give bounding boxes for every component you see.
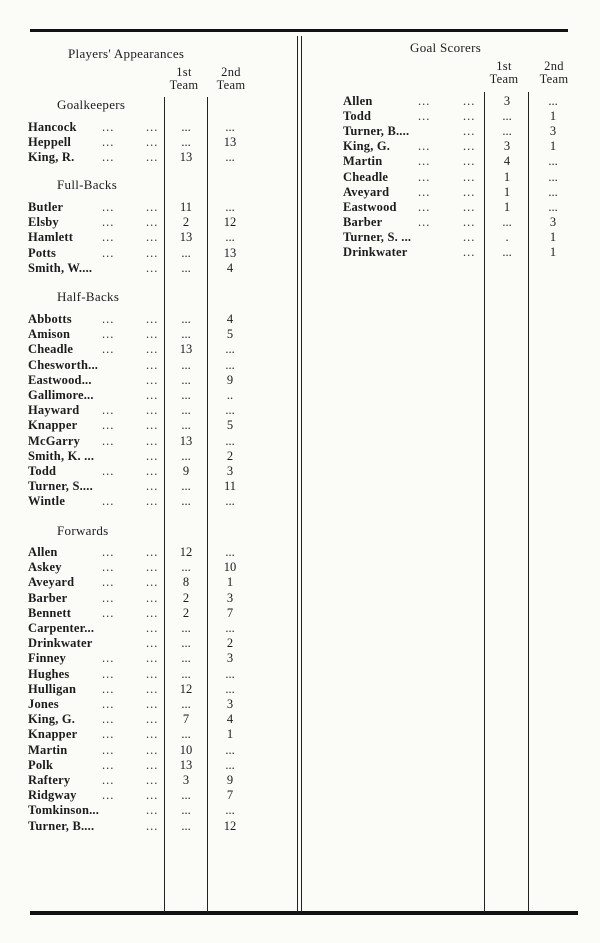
leader-dots: ... <box>146 260 159 275</box>
table-row <box>0 312 600 327</box>
leader-dots: ... <box>146 464 159 478</box>
first-team-value: ... <box>181 403 191 418</box>
second-team-value: 12 <box>223 215 237 230</box>
table-row <box>0 636 600 651</box>
table-row <box>0 403 600 418</box>
leader-dots: ... <box>146 773 159 787</box>
table-row <box>0 479 600 494</box>
table-row <box>0 418 600 433</box>
second-team-value: 12 <box>223 818 237 833</box>
leader-dots: ... <box>463 154 476 169</box>
player-name: Elsby <box>28 215 59 230</box>
table-row <box>0 743 600 758</box>
second-team-value: 5 <box>226 418 234 433</box>
second-team-value: 11 <box>223 479 237 494</box>
leader-dots: ... <box>146 621 159 635</box>
first-team-value: ... <box>181 727 191 742</box>
leader-dots: ... <box>102 464 115 478</box>
leader-dots: ... <box>102 727 115 742</box>
first-team-value: ... <box>181 560 191 575</box>
table-row <box>0 788 600 803</box>
first-team-value: 3 <box>503 139 511 154</box>
table-row <box>0 758 600 773</box>
leader-dots: ... <box>146 150 159 165</box>
first-team-value: ... <box>181 418 191 433</box>
second-team-value: 3 <box>226 464 234 478</box>
first-team-value: 2 <box>182 590 190 605</box>
leader-dots: ... <box>146 560 159 575</box>
leader-dots: ... <box>102 681 115 696</box>
scorers-second-team-header: 2nd Team <box>539 59 569 86</box>
second-team-value: 1 <box>226 727 234 742</box>
first-team-value: ... <box>181 135 191 150</box>
table-row <box>0 575 600 590</box>
scorers-first-team-header: 1st Team <box>489 59 519 86</box>
leader-dots: ... <box>146 727 159 742</box>
leader-dots: ... <box>146 245 159 260</box>
first-team-value: ... <box>181 651 191 666</box>
player-name: Smith, W.... <box>28 260 93 275</box>
player-name: King, G. <box>28 712 76 727</box>
first-team-value: 3 <box>503 94 511 108</box>
first-team-value: ... <box>181 636 191 651</box>
first-team-value: ... <box>181 621 191 635</box>
leader-dots: ... <box>463 94 476 108</box>
leader-dots: ... <box>146 681 159 696</box>
second-team-value: ... <box>225 230 235 245</box>
first-team-value: 7 <box>182 712 190 727</box>
second-team-value: 4 <box>226 712 234 727</box>
player-name: Martin <box>28 742 68 757</box>
leader-dots: ... <box>418 154 431 169</box>
leader-dots: ... <box>102 327 115 342</box>
first-team-value: 13 <box>179 150 193 165</box>
player-name: Aveyard <box>343 184 390 199</box>
player-name: Allen <box>28 545 58 559</box>
player-name: Jones <box>28 697 59 711</box>
leader-dots: ... <box>463 184 476 199</box>
leader-dots: ... <box>418 184 431 199</box>
leader-dots: ... <box>146 636 159 651</box>
player-name: Hulligan <box>28 681 77 696</box>
table-row <box>0 819 600 834</box>
second-team-value: 1 <box>549 245 557 259</box>
leader-dots: ... <box>418 109 431 124</box>
section-heading: Half-Backs <box>57 289 120 304</box>
table-row <box>0 545 600 560</box>
second-team-value: ... <box>548 154 558 169</box>
leader-dots: ... <box>463 199 476 214</box>
player-name: Chesworth... <box>28 357 99 372</box>
player-name: Hughes <box>28 666 70 681</box>
leader-dots: ... <box>102 215 115 230</box>
table-row <box>0 621 600 636</box>
table-row <box>0 434 600 449</box>
second-team-value: 2 <box>226 448 234 463</box>
player-name: Askey <box>28 560 62 575</box>
leader-dots: ... <box>146 788 159 803</box>
second-team-value: ... <box>225 621 235 635</box>
first-team-value: 8 <box>182 575 190 590</box>
first-team-value: ... <box>502 214 512 229</box>
player-name: Todd <box>343 109 372 124</box>
first-team-value: 12 <box>179 545 193 559</box>
second-team-value: 10 <box>223 560 237 575</box>
player-name: Raftery <box>28 773 71 787</box>
table-row <box>0 464 600 479</box>
second-team-value: 3 <box>549 124 557 139</box>
leader-dots: ... <box>146 697 159 711</box>
leader-dots: ... <box>146 200 159 214</box>
player-name: Allen <box>343 94 373 108</box>
player-name: Heppell <box>28 135 72 150</box>
table-row <box>0 373 600 388</box>
player-name: Turner, S.... <box>28 479 93 494</box>
leader-dots: ... <box>146 479 159 494</box>
first-team-value: 4 <box>503 154 511 169</box>
leader-dots: ... <box>102 418 115 433</box>
first-team-value: ... <box>181 494 191 509</box>
first-team-value: ... <box>181 245 191 260</box>
second-team-value: ... <box>225 120 235 134</box>
first-team-value: 2 <box>182 215 190 230</box>
player-name: Todd <box>28 464 57 478</box>
player-name: Gallimore... <box>28 388 94 402</box>
first-team-value: 1 <box>503 199 511 214</box>
leader-dots: ... <box>102 651 115 666</box>
second-team-value: 2 <box>226 636 234 651</box>
second-team-value: ... <box>225 150 235 165</box>
second-team-value: 7 <box>226 788 234 803</box>
player-name: Wintle <box>28 494 66 509</box>
leader-dots: ... <box>418 139 431 154</box>
table-row <box>0 667 600 682</box>
leader-dots: ... <box>146 215 159 230</box>
leader-dots: ... <box>146 742 159 757</box>
leader-dots: ... <box>463 229 476 244</box>
second-team-value: ... <box>225 403 235 418</box>
second-team-value: ... <box>548 94 558 108</box>
leader-dots: ... <box>146 327 159 342</box>
player-name: McGarry <box>28 433 81 448</box>
table-row <box>0 215 600 230</box>
player-name: Abbotts <box>28 312 72 326</box>
player-name: Tomkinson... <box>28 803 100 818</box>
leader-dots: ... <box>463 139 476 154</box>
leader-dots: ... <box>146 803 159 818</box>
player-name: Finney <box>28 651 67 666</box>
first-team-value: 13 <box>179 433 193 448</box>
leader-dots: ... <box>102 135 115 150</box>
second-team-value: 3 <box>226 697 234 711</box>
first-team-value: ... <box>181 260 191 275</box>
table-row <box>0 185 600 200</box>
leader-dots: ... <box>102 590 115 605</box>
second-team-value: 1 <box>226 575 234 590</box>
first-team-value: 1 <box>503 184 511 199</box>
leader-dots: ... <box>146 433 159 448</box>
leader-dots: ... <box>146 342 159 357</box>
player-name: Cheadle <box>343 169 389 184</box>
leader-dots: ... <box>418 169 431 184</box>
leader-dots: ... <box>102 200 115 214</box>
section-heading: Forwards <box>57 523 109 538</box>
table-row <box>0 449 600 464</box>
leader-dots: ... <box>146 666 159 681</box>
first-team-value: 1 <box>503 169 511 184</box>
first-team-value: 13 <box>179 342 193 357</box>
leader-dots: ... <box>146 590 159 605</box>
table-row <box>0 124 600 139</box>
leader-dots: ... <box>463 169 476 184</box>
player-name: Hancock <box>28 120 77 134</box>
first-team-value: . <box>505 229 509 244</box>
leader-dots: ... <box>418 94 431 108</box>
leader-dots: ... <box>102 712 115 727</box>
second-team-value: ... <box>225 342 235 357</box>
first-team-value: 2 <box>182 605 190 620</box>
player-name: Butler <box>28 200 64 214</box>
player-name: Turner, B.... <box>28 818 95 833</box>
second-team-value: 3 <box>549 214 557 229</box>
first-team-value: ... <box>181 818 191 833</box>
second-team-value: 3 <box>226 590 234 605</box>
second-team-value: ... <box>225 803 235 818</box>
player-name: Hayward <box>28 403 80 418</box>
first-team-value: ... <box>181 312 191 326</box>
leader-dots: ... <box>418 199 431 214</box>
player-name: Knapper <box>28 727 78 742</box>
leader-dots: ... <box>146 494 159 509</box>
leader-dots: ... <box>102 494 115 509</box>
leader-dots: ... <box>102 560 115 575</box>
first-team-value: ... <box>181 327 191 342</box>
bottom-rule <box>30 911 578 915</box>
table-row <box>0 682 600 697</box>
second-team-value: ... <box>548 169 558 184</box>
leader-dots: ... <box>146 312 159 326</box>
leader-dots: ... <box>102 245 115 260</box>
player-name: Eastwood <box>343 199 397 214</box>
first-team-value: ... <box>181 388 191 402</box>
leader-dots: ... <box>146 230 159 245</box>
second-team-value: ... <box>225 433 235 448</box>
second-team-value: 13 <box>223 245 237 260</box>
first-team-value: ... <box>181 448 191 463</box>
player-name: Martin <box>343 154 383 169</box>
leader-dots: ... <box>102 575 115 590</box>
player-name: Knapper <box>28 418 78 433</box>
leader-dots: ... <box>146 403 159 418</box>
first-team-value: ... <box>502 124 512 139</box>
player-name: King, R. <box>28 150 75 165</box>
second-team-value: 13 <box>223 135 237 150</box>
table-row <box>0 261 600 276</box>
first-team-value: ... <box>181 120 191 134</box>
goal-scorers-title: Goal Scorers <box>410 40 482 55</box>
table-row <box>0 591 600 606</box>
first-team-value: ... <box>181 697 191 711</box>
second-team-value: ... <box>225 494 235 509</box>
player-name: Drinkwater <box>343 245 408 259</box>
table-row <box>0 388 600 403</box>
second-team-value: 9 <box>226 773 234 787</box>
table-row <box>0 773 600 788</box>
leader-dots: ... <box>146 418 159 433</box>
player-name: Smith, K. ... <box>28 448 95 463</box>
leader-dots: ... <box>418 214 431 229</box>
leader-dots: ... <box>463 245 476 259</box>
first-team-value: ... <box>181 788 191 803</box>
table-row <box>0 606 600 621</box>
table-row <box>0 200 600 215</box>
leader-dots: ... <box>102 312 115 326</box>
leader-dots: ... <box>463 124 476 139</box>
leader-dots: ... <box>102 605 115 620</box>
second-team-value: 3 <box>226 651 234 666</box>
leader-dots: ... <box>102 742 115 757</box>
first-team-value: 12 <box>179 681 193 696</box>
leader-dots: ... <box>102 342 115 357</box>
leader-dots: ... <box>146 757 159 772</box>
table-row <box>0 245 600 260</box>
first-team-value: ... <box>181 803 191 818</box>
second-team-value: 4 <box>226 312 234 326</box>
player-name: Drinkwater <box>28 636 93 651</box>
second-team-value: .. <box>226 388 234 402</box>
leader-dots: ... <box>146 372 159 387</box>
top-rule <box>30 29 568 32</box>
table-row <box>0 109 600 124</box>
leader-dots: ... <box>102 697 115 711</box>
first-team-value: ... <box>181 357 191 372</box>
first-team-value: 13 <box>179 757 193 772</box>
player-name: Carpenter... <box>28 621 95 635</box>
first-team-value: 3 <box>182 773 190 787</box>
first-team-value: ... <box>181 372 191 387</box>
player-name: Bennett <box>28 605 72 620</box>
leader-dots: ... <box>102 773 115 787</box>
first-team-value: 9 <box>182 464 190 478</box>
leader-dots: ... <box>146 135 159 150</box>
second-team-value: ... <box>225 357 235 372</box>
table-row <box>0 139 600 154</box>
table-row <box>0 712 600 727</box>
leader-dots: ... <box>146 712 159 727</box>
player-name: Hamlett <box>28 230 74 245</box>
second-team-value: 1 <box>549 109 557 124</box>
first-team-value: ... <box>181 479 191 494</box>
player-name: Eastwood... <box>28 372 92 387</box>
table-row <box>0 651 600 666</box>
second-team-value: ... <box>225 757 235 772</box>
second-team-value: 7 <box>226 605 234 620</box>
second-team-value: 1 <box>549 229 557 244</box>
second-team-value: 9 <box>226 372 234 387</box>
section-heading: Goalkeepers <box>57 97 126 112</box>
second-team-value: 5 <box>226 327 234 342</box>
table-row <box>0 170 600 185</box>
table-row <box>0 803 600 818</box>
table-row <box>0 342 600 357</box>
leader-dots: ... <box>102 230 115 245</box>
first-team-value: ... <box>181 666 191 681</box>
leader-dots: ... <box>146 818 159 833</box>
player-name: Ridgway <box>28 788 77 803</box>
leader-dots: ... <box>102 120 115 134</box>
player-name: Amison <box>28 327 71 342</box>
table-row <box>0 697 600 712</box>
first-team-value: ... <box>502 245 512 259</box>
first-team-value: 10 <box>179 742 193 757</box>
player-name: Cheadle <box>28 342 74 357</box>
player-name: Barber <box>343 214 383 229</box>
appearances-first-team-header: 1st Team <box>169 65 199 92</box>
leader-dots: ... <box>146 357 159 372</box>
section-heading: Full-Backs <box>57 177 118 192</box>
second-team-value: ... <box>225 545 235 559</box>
second-team-value: ... <box>225 666 235 681</box>
second-team-value: ... <box>225 681 235 696</box>
table-row <box>0 560 600 575</box>
leader-dots: ... <box>463 214 476 229</box>
leader-dots: ... <box>102 403 115 418</box>
table-row <box>0 358 600 373</box>
leader-dots: ... <box>146 388 159 402</box>
second-team-value: ... <box>225 200 235 214</box>
appearances-title: Players' Appearances <box>68 46 185 61</box>
second-team-value: ... <box>548 199 558 214</box>
first-team-value: 11 <box>179 200 193 214</box>
second-team-value: 4 <box>226 260 234 275</box>
player-name: Potts <box>28 245 57 260</box>
player-name: Aveyard <box>28 575 75 590</box>
table-row <box>0 154 600 169</box>
leader-dots: ... <box>102 150 115 165</box>
leader-dots: ... <box>146 651 159 666</box>
leader-dots: ... <box>102 666 115 681</box>
player-name: Turner, B.... <box>343 124 410 139</box>
second-team-value: ... <box>548 184 558 199</box>
leader-dots: ... <box>102 788 115 803</box>
leader-dots: ... <box>102 757 115 772</box>
leader-dots: ... <box>102 545 115 559</box>
leader-dots: ... <box>463 109 476 124</box>
second-team-value: ... <box>225 742 235 757</box>
first-team-value: 13 <box>179 230 193 245</box>
appearances-second-team-header: 2nd Team <box>216 65 246 92</box>
leader-dots: ... <box>146 545 159 559</box>
player-name: Turner, S. ... <box>343 229 412 244</box>
player-name: Polk <box>28 757 54 772</box>
leader-dots: ... <box>146 448 159 463</box>
leader-dots: ... <box>146 120 159 134</box>
table-row <box>0 327 600 342</box>
player-name: Barber <box>28 590 68 605</box>
table-row <box>0 727 600 742</box>
table-row <box>0 494 600 509</box>
first-team-value: ... <box>502 109 512 124</box>
table-row <box>0 230 600 245</box>
leader-dots: ... <box>102 433 115 448</box>
player-name: King, G. <box>343 139 391 154</box>
leader-dots: ... <box>146 605 159 620</box>
second-team-value: 1 <box>549 139 557 154</box>
leader-dots: ... <box>146 575 159 590</box>
table-row <box>0 94 600 109</box>
